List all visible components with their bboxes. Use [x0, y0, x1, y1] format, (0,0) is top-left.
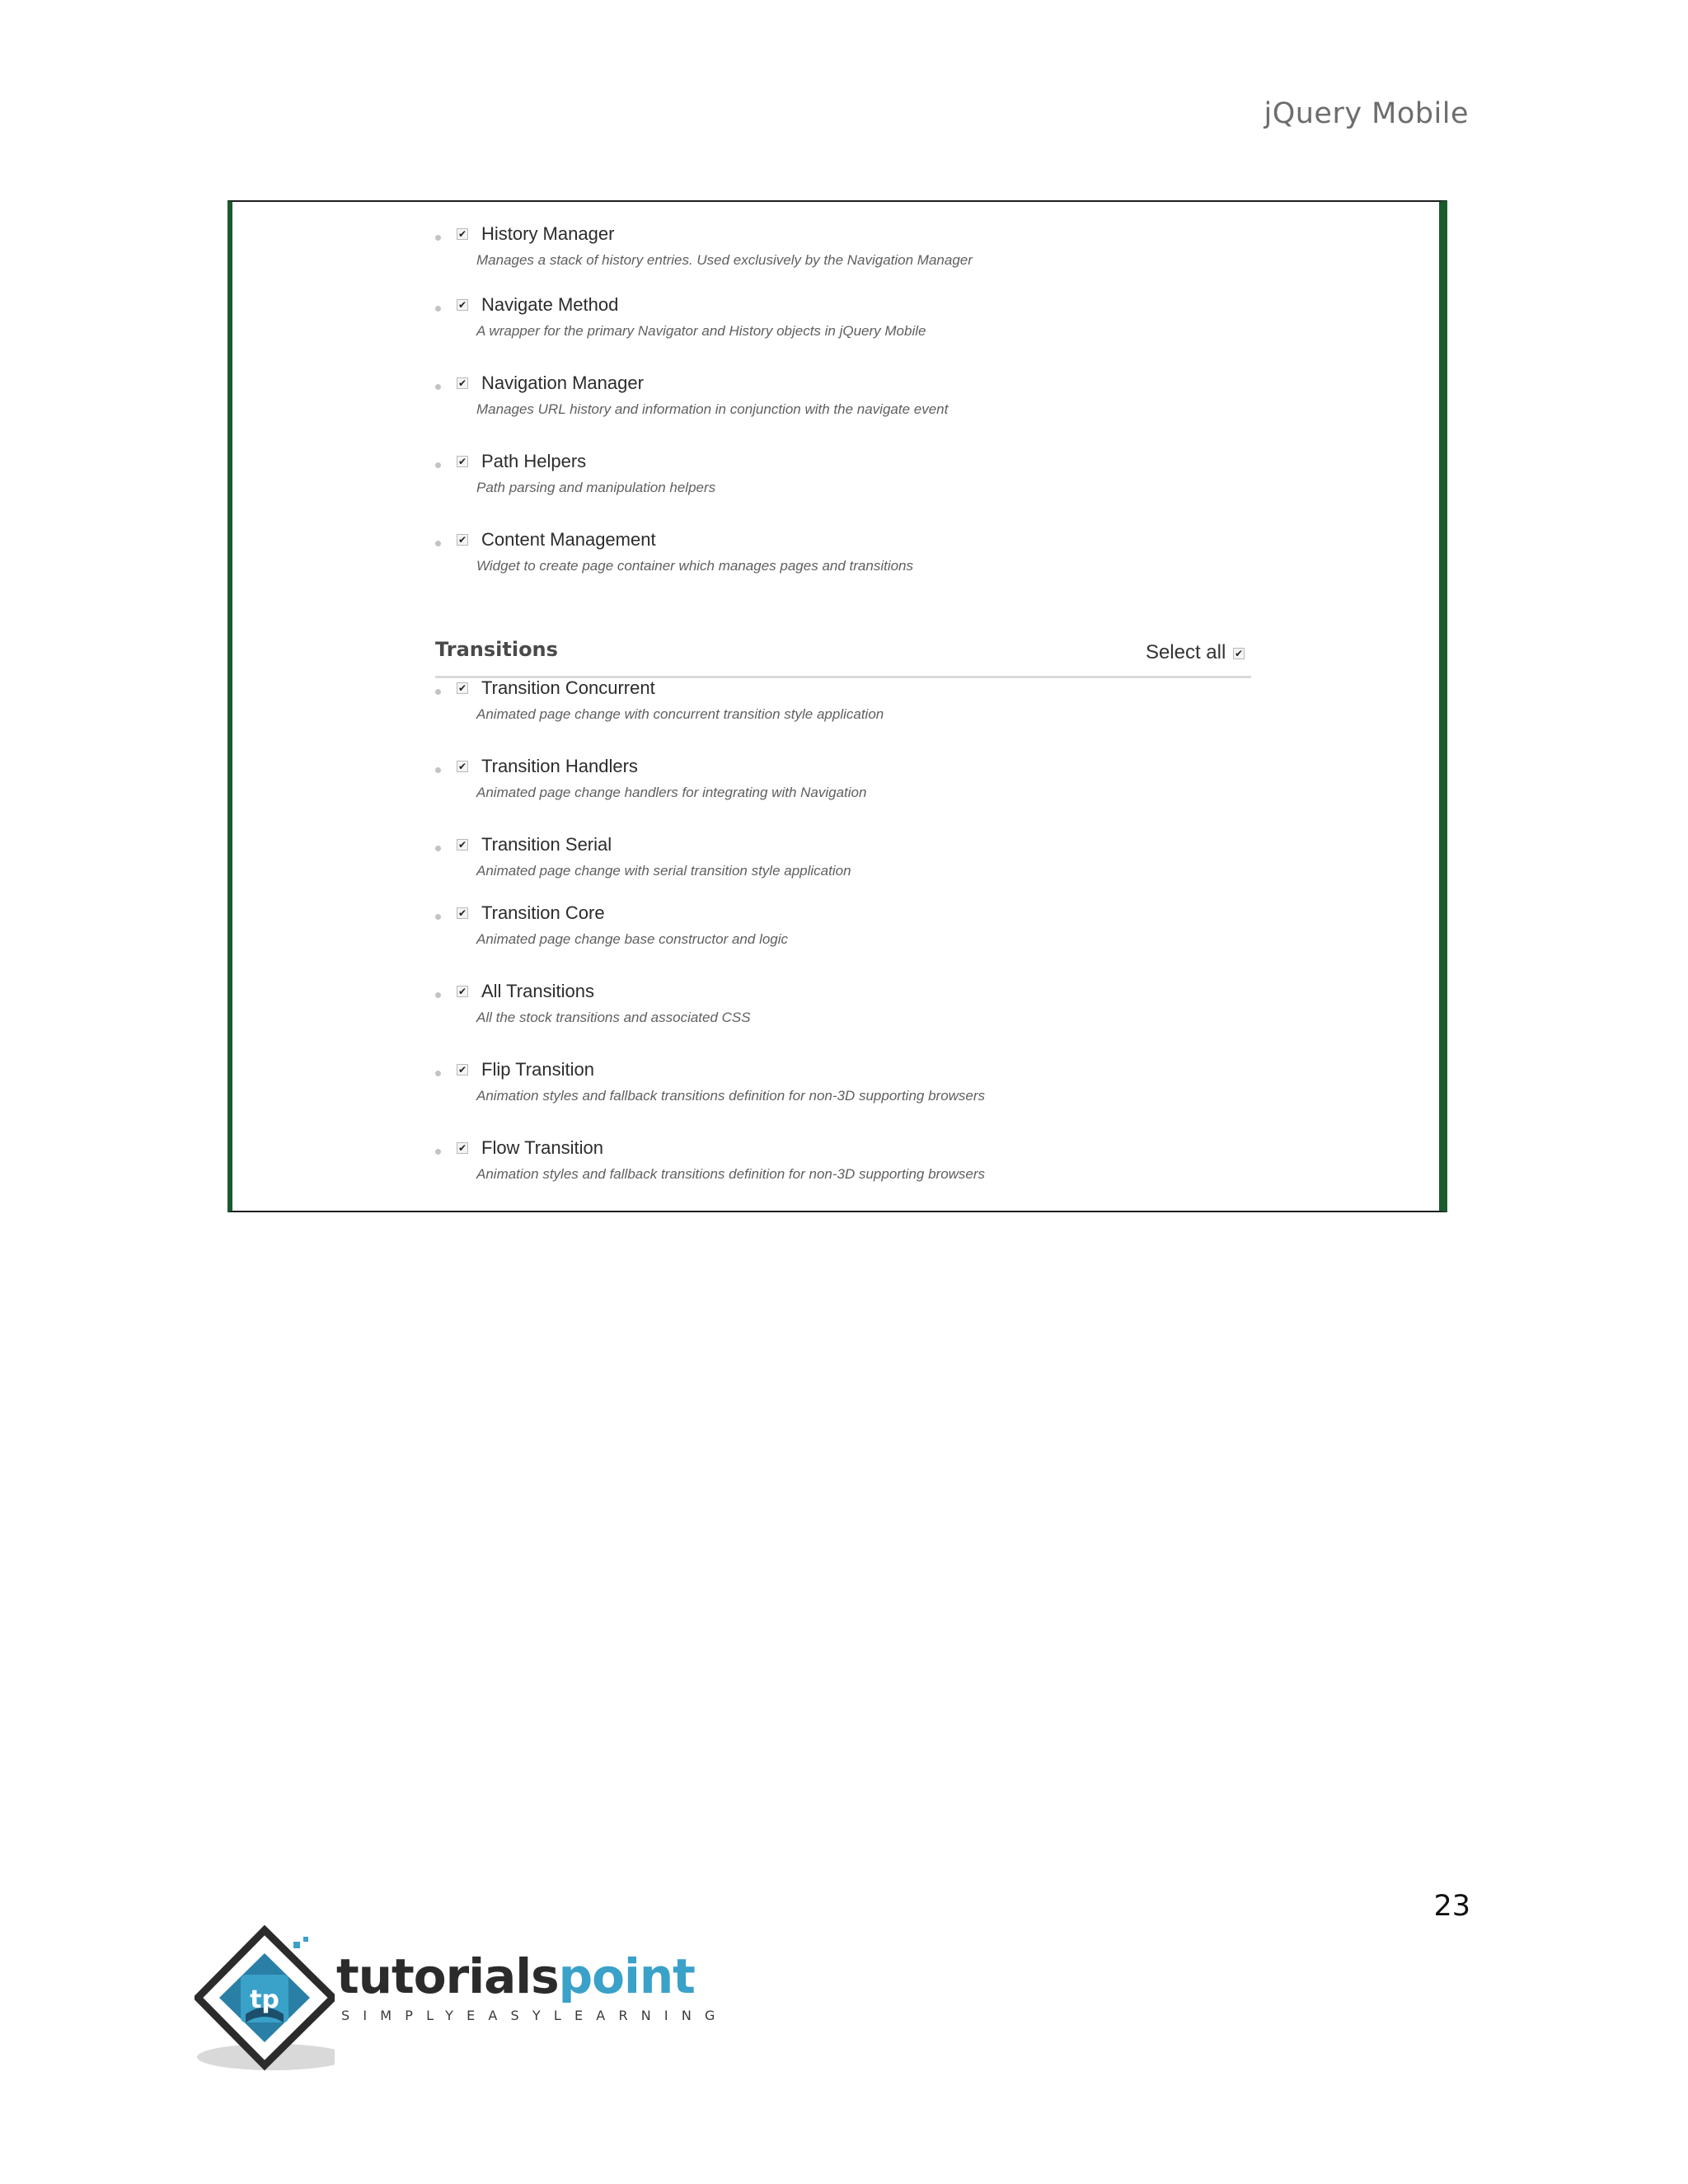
- item-label: Transition Concurrent: [481, 677, 655, 698]
- logo-wordmark: [336, 1948, 695, 2004]
- bullet-icon: [435, 1149, 441, 1155]
- screenshot-frame: [227, 200, 1447, 1212]
- logo-emblem-icon: [195, 1925, 335, 2074]
- item-description: Path parsing and manipulation helpers: [476, 480, 716, 495]
- bullet-icon: [435, 541, 441, 546]
- item-label: Flip Transition: [481, 1059, 594, 1080]
- bullet-icon: [435, 689, 441, 695]
- item-label: All Transitions: [481, 981, 594, 1001]
- checkbox[interactable]: ✔: [457, 1064, 467, 1076]
- bullet-icon: [435, 462, 441, 468]
- item-description: A wrapper for the primary Navigator and History objects in jQuery Mobile: [476, 323, 926, 339]
- bullet-icon: [435, 846, 441, 851]
- item-label: History Manager: [481, 223, 615, 244]
- item-description: Animated page change with concurrent transition style application: [476, 706, 884, 722]
- page-header-title: jQuery Mobile: [1264, 97, 1469, 130]
- select-all-checkbox[interactable]: ✔: [1234, 647, 1244, 659]
- item-label: Transition Handlers: [481, 756, 638, 776]
- bullet-icon: [435, 235, 441, 241]
- item-label: Transition Core: [481, 902, 605, 923]
- item-label: Flow Transition: [481, 1137, 603, 1158]
- item-description: Animation styles and fallback transitions definition for non-3D supporting browsers: [476, 1088, 986, 1104]
- item-description: Animation styles and fallback transitions definition for non-3D supporting browsers: [476, 1166, 986, 1182]
- item-description: Manages URL history and information in conjunction with the navigate event: [476, 401, 949, 417]
- item-label: Navigate Method: [481, 294, 619, 315]
- bullet-icon: [435, 1071, 441, 1076]
- logo-tagline: SIMPLYEASYLEARNING: [341, 2008, 729, 2023]
- item-description: All the stock transitions and associated CSS: [476, 1010, 751, 1025]
- bullet-icon: [435, 767, 441, 773]
- svg-text:tp: tp: [250, 1985, 279, 2014]
- item-label: Content Management: [481, 529, 656, 550]
- item-description: Animated page change with serial transition style application: [476, 863, 851, 879]
- item-description: Animated page change base constructor and logic: [476, 931, 789, 947]
- checkbox[interactable]: ✔: [457, 761, 467, 772]
- bullet-icon: [435, 384, 441, 390]
- select-all-label: Select all: [1145, 641, 1226, 663]
- page-number: 23: [1433, 1890, 1470, 1923]
- checkbox[interactable]: ✔: [457, 377, 467, 389]
- logo-wordmark-part2: point: [558, 1948, 695, 2004]
- select-all-toggle[interactable]: [1146, 641, 1243, 664]
- item-description: Widget to create page container which manages pages and transitions: [476, 558, 914, 574]
- checkbox[interactable]: ✔: [457, 1142, 467, 1154]
- checkbox[interactable]: ✔: [457, 682, 467, 694]
- item-label: Navigation Manager: [481, 373, 644, 393]
- item-label: Transition Serial: [481, 834, 612, 855]
- checkbox[interactable]: ✔: [457, 907, 467, 919]
- tutorialspoint-logo: [195, 1925, 729, 2074]
- checkbox[interactable]: ✔: [457, 986, 467, 997]
- item-description: Animated page change handlers for integrating with Navigation: [476, 785, 867, 800]
- checkbox[interactable]: ✔: [457, 839, 467, 851]
- bullet-icon: [435, 914, 441, 920]
- item-label: Path Helpers: [481, 451, 587, 471]
- checkbox[interactable]: ✔: [457, 534, 467, 546]
- item-description: Manages a stack of history entries. Used exclusively by the Navigation Manager: [476, 252, 973, 268]
- bullet-icon: [435, 992, 441, 998]
- bullet-icon: [435, 306, 441, 312]
- checkbox[interactable]: ✔: [457, 299, 467, 311]
- section-title: Transitions: [435, 638, 558, 661]
- logo-wordmark-part1: tutorials: [336, 1948, 559, 2004]
- section-header-transitions: [435, 638, 1251, 678]
- checkbox[interactable]: ✔: [457, 228, 467, 240]
- checkbox[interactable]: ✔: [457, 456, 467, 467]
